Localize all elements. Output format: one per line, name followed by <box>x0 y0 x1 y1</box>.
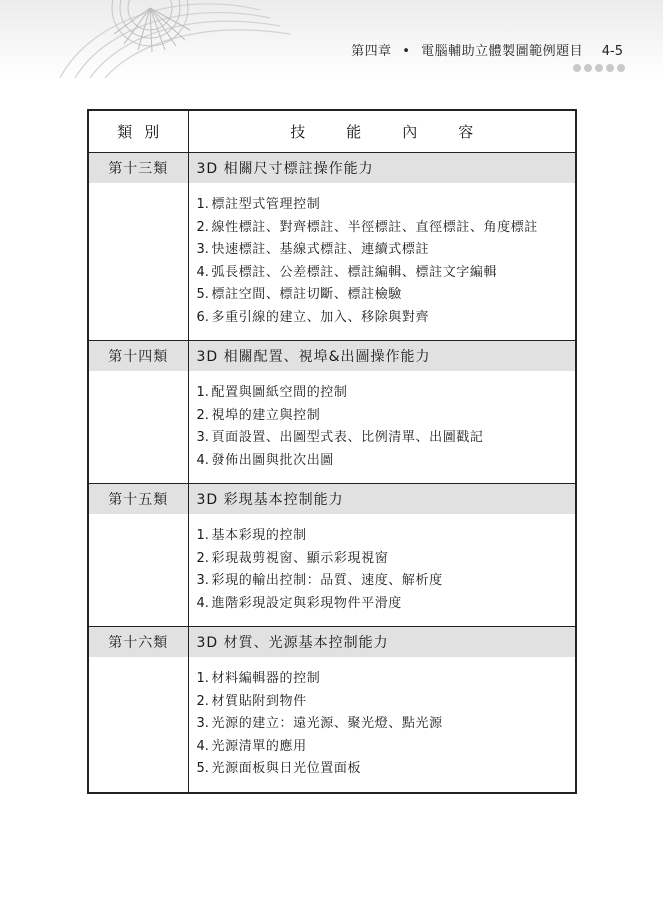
category-row <box>88 153 576 184</box>
skill-item: 1. 標註型式管理控制 <box>196 197 321 212</box>
skill-item: 4. 進階彩現設定與彩現物件平滑度 <box>196 595 402 611</box>
skill-item: 3. 彩現的輸出控制：品質、速度、解析度 <box>196 573 443 588</box>
empty-cell <box>88 514 188 627</box>
skill-item: 3. 光源的建立：遠光源、聚光燈、點光源 <box>196 716 443 731</box>
dot-icon <box>617 64 625 72</box>
chapter-title: 電腦輔助立體製圖範例題目 <box>421 44 584 59</box>
dot-icon <box>606 64 614 72</box>
running-header <box>351 40 623 59</box>
dot-icon <box>573 64 581 72</box>
dot-icon <box>595 64 603 72</box>
skill-item: 1. 材料編輯器的控制 <box>196 671 321 686</box>
skill-item: 1. 基本彩現的控制 <box>196 528 307 543</box>
skill-item: 4. 弧長標註、公差標註、標註編輯、標註文字編輯 <box>196 264 498 280</box>
skill-item: 3. 快速標註、基線式標註、連續式標註 <box>196 242 430 257</box>
skill-item: 1. 配置與圖紙空間的控制 <box>196 385 348 400</box>
skill-item: 3. 頁面設置、出圖型式表、比例清單、出圖戳記 <box>196 430 484 445</box>
skill-item: 5. 光源面板與日光位置面板 <box>196 761 362 776</box>
skill-item: 2. 線性標註、對齊標註、半徑標註、直徑標註、角度標註 <box>196 219 538 235</box>
header-bullet: • <box>402 44 411 59</box>
table-header-row <box>88 110 576 153</box>
empty-cell <box>88 657 188 793</box>
category-row <box>88 341 576 372</box>
skill-list <box>188 514 576 627</box>
decorative-dots <box>573 64 625 72</box>
category-name: 第十四類 <box>88 341 188 372</box>
skill-list <box>188 371 576 484</box>
page-number: 4-5 <box>601 44 623 59</box>
skill-item: 5. 標註空間、標註切斷、標註檢驗 <box>196 287 402 302</box>
skill-item: 2. 視埠的建立與控制 <box>196 407 321 423</box>
skill-list <box>188 657 576 793</box>
category-name: 第十五類 <box>88 484 188 515</box>
dot-icon <box>584 64 592 72</box>
skill-item: 6. 多重引線的建立、加入、移除與對齊 <box>196 309 430 325</box>
category-title: 3D 相關配置、視埠&出圖操作能力 <box>188 341 576 372</box>
category-row <box>88 484 576 515</box>
skill-list <box>188 183 576 341</box>
decorative-swirl-graphic <box>0 0 330 78</box>
skill-item: 2. 材質貼附到物件 <box>196 693 307 709</box>
category-name: 第十六類 <box>88 627 188 658</box>
content-column-header: 技 能 內 容 <box>188 110 576 153</box>
category-title: 3D 材質、光源基本控制能力 <box>188 627 576 658</box>
category-title: 3D 相關尺寸標註操作能力 <box>188 153 576 184</box>
category-items-row <box>88 514 576 627</box>
empty-cell <box>88 183 188 341</box>
category-items-row <box>88 657 576 793</box>
skill-item: 4. 發佈出圖與批次出圖 <box>196 452 334 468</box>
category-items-row <box>88 371 576 484</box>
skill-item: 4. 光源清單的應用 <box>196 738 307 754</box>
empty-cell <box>88 371 188 484</box>
header-decoration <box>0 0 663 78</box>
chapter-label: 第四章 <box>351 44 392 59</box>
category-name: 第十三類 <box>88 153 188 184</box>
skills-table <box>87 109 577 794</box>
category-title: 3D 彩現基本控制能力 <box>188 484 576 515</box>
skill-item: 2. 彩現裁剪視窗、顯示彩現視窗 <box>196 550 389 566</box>
category-column-header: 類別 <box>88 110 188 153</box>
category-items-row <box>88 183 576 341</box>
category-row <box>88 627 576 658</box>
